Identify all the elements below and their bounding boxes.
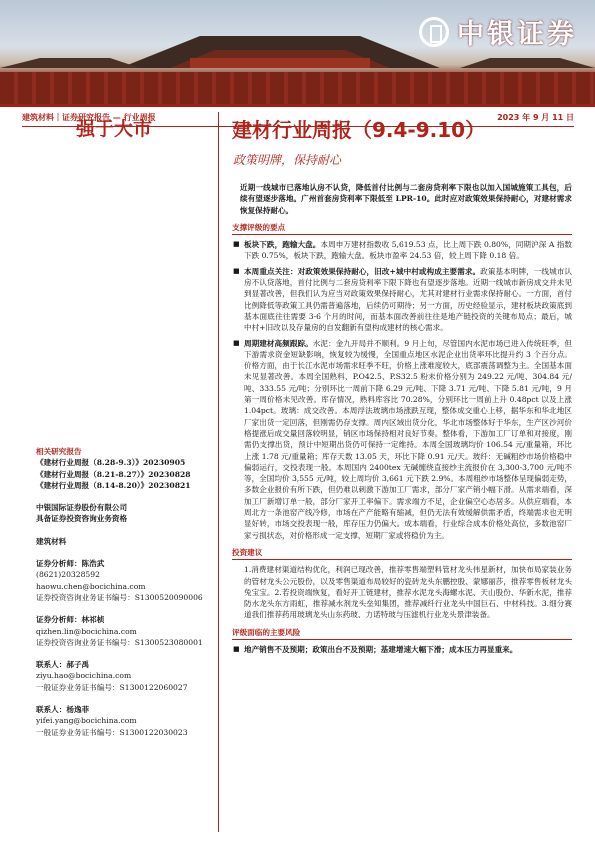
section-heading-risks: 评级面临的主要风险 bbox=[232, 627, 572, 640]
report-title: 建材行业周报（9.4-9.10） bbox=[232, 118, 486, 142]
risk-text: 地产销售不及预期；政策出台不及预期；基建增速大幅下滑；成本压力再显重来。 bbox=[244, 644, 518, 654]
analyst-cert: 证券投资咨询业务证书编号：S1300520090006 bbox=[36, 592, 203, 602]
bullet-high-frequency-tracking bbox=[232, 338, 572, 541]
analyst-email[interactable]: qizhen.lin@bocichina.com bbox=[36, 626, 137, 636]
org-name: 中银国际证券股份有限公司 bbox=[36, 503, 128, 513]
related-report[interactable]: 《建材行业周报（8.21-8.27）》20230828 bbox=[36, 469, 191, 479]
analyst-email[interactable]: yifei.yang@bocichina.com bbox=[36, 716, 137, 726]
intro-paragraph: 近期一线城市已落地认房不认贷，降低首付比例与二套房贷利率下限也以加入国城施策工具包，后续有望逐步落地。广州首套房贷利率下限低至 LPR-10。此时应对政策效果保持耐心，对建材需求恢复保持耐心。 bbox=[240, 183, 572, 215]
analyst-role: 联系人：杨逸菲 bbox=[36, 705, 90, 715]
header-divider bbox=[0, 104, 595, 107]
analyst-email[interactable]: haowu.chen@bocichina.com bbox=[36, 581, 146, 591]
bank-logo-icon bbox=[419, 17, 449, 47]
bullet-heading: 本周重点关注：对政策效果保持耐心，旧改+城中村或构成主要需求。 bbox=[244, 266, 481, 276]
related-report[interactable]: 《建材行业周报（8.28-9.3）》20230905 bbox=[36, 458, 186, 468]
report-subtitle: 政策明牌，保持耐心 bbox=[233, 153, 342, 167]
bullet-heading: 周期建材高频跟踪。 bbox=[244, 338, 313, 348]
analyst-block bbox=[36, 704, 216, 738]
analyst-block bbox=[36, 558, 216, 603]
brand-name: 中银证券 bbox=[457, 19, 577, 50]
bullet-sector-performance bbox=[232, 239, 572, 262]
main-content bbox=[232, 182, 572, 655]
bullet-weekly-focus bbox=[232, 266, 572, 334]
report-date: 2023 年 9 月 11 日 bbox=[497, 113, 574, 122]
analyst-role: 联系人：郝子禹 bbox=[36, 660, 90, 670]
analyst-block bbox=[36, 659, 216, 693]
analyst-cert: 证券投资咨询业务证书编号：S1300523080001 bbox=[36, 637, 203, 647]
analyst-role: 证券分析师：林祁桢 bbox=[36, 615, 105, 625]
bullet-text: 水泥：金九开局并不顺利。9 月上旬，尽管国内水泥市场已进入传统旺季，但下游需求资金短缺影响，恢复较为缓慢，全国重点地区水泥企业出货率环比提升约 3 个百分点。价格方面，由于长江水泥市场需求旺季不旺，价格上涨难度较大，底部震荡调整为主。全国基本面未见显著改善。本周全国熟料、P.O42.5、P.S32.5 粉末价格分别为 249.22 元/吨、304.84 元/吨、333.55 元/吨；分别环比一周前下降 6.29 元/吨、下降 3.71 元/吨、下降 5.81 元/吨，9 月第一周价格未见改善。库存情况，熟料库容比 70.28%，分别环比一周前上升 0.48pct 以及上涨 1.04pct。玻璃：成交改善。本周浮法玻璃市场涨跌互现，整体成交重心上移，据华东和华北地区厂家出货一定回落，但刚需仍存支撑。周内区域出货分化，华北市场整体好于华东，生产区沙河价格提涨后成交量回落较明显，销区市场保持相对良好节奏。整体看，下游加工厂订单和对接度，刚需仍支撑出货，预计中短期出货仍可保持一定维持。本周全国玻璃均价 106.54 元/重量箱，环比上涨 1.78 元/重量箱；库存天数 13.05 天，环比下降 0.91 元/天。玻纤：无碱粗纱市场价格稳中偏弱运行，交投表现一般。本周国内 2400tex 无碱缠绕直接纱主流报价在 3,300-3,700 元/吨不等，全国均价 3,555 元/吨，较上周均价 3,661 元下跌 2.9%。本周粗纱市场整体呈现偏弱走势，多数企业报价有所下跌，但仍难以刺激下游加工厂需求，部分厂家产销小幅下滑。从需求端看，深加工厂新增订单一般，部分厂家开工率偏下。需求端方不足，企业偏空心态居多。从供应端看，本周北方一条池窑产线冷修，市场在产产能略有缩减，但仍无法有效缓解供需矛盾，终端需求也无明显好转，市场交投表现一般，库存压力仍偏大。成本端看，行业综合成本价格处高位，多数池窑厂家亏损状态，对价格形成一定支撑，短期厂家或将稳价为主。 bbox=[244, 338, 572, 540]
section-heading-key-points: 支撑评级的要点 bbox=[232, 222, 572, 235]
report-category: 建筑材料｜证券研究报告 — 行业周报 bbox=[22, 113, 156, 122]
analyst-block bbox=[36, 614, 216, 648]
palace-wall bbox=[0, 72, 595, 104]
brand-logo bbox=[419, 12, 577, 51]
related-reports-title: 相关研究报告 bbox=[36, 447, 82, 456]
header-banner bbox=[0, 0, 595, 104]
analyst-email[interactable]: ziyu.hao@bocichina.com bbox=[36, 671, 132, 681]
related-report[interactable]: 《建材行业周报（8.14-8.20）》20230821 bbox=[36, 480, 191, 490]
sector-name: 建筑材料 bbox=[36, 536, 67, 546]
sidebar bbox=[36, 446, 216, 738]
column-divider bbox=[218, 112, 219, 832]
risk-item bbox=[232, 644, 572, 655]
analyst-phone: (8621)20328592 bbox=[36, 570, 100, 580]
bullet-heading: 板块下跌，跑输大盘。 bbox=[244, 240, 321, 250]
org-qualification: 具备证券投资咨询业务资格 bbox=[36, 514, 128, 524]
bullet-text: 本周申万建材指数收 5,619.53 点，比上周下跌 0.80%，同期沪深 A 指数下跌 0.75%，板块下跌，跑输大盘。板块市盈率 24.53 倍，较上周下降 0.18 倍。 bbox=[244, 240, 573, 261]
analyst-cert: 一般证券业务证书编号：S1300122060027 bbox=[36, 682, 188, 692]
analyst-role: 证券分析师：陈浩武 bbox=[36, 559, 105, 569]
bullet-text: 政策基本明牌，一线城市认房不认贷落地，首付比例与二套房贷利率下限下降也有望逐步落地。近期一线城市新房成交并未见到显著改善，但我们认为应当对政策效果保持耐心，尤其对建材行业需求保持耐心。一方面，首付比例降低等政策工具仍需普遍落地，后续仍可期待；另一方面，历史经验显示，建材板块政策底到基本面底往往需要 3-6 个月的时间，而基本面改善前往往是地产链投资的关键布局点；最后，城中村+旧改以及存量房的自发翻新有望构成建材的核心需求。 bbox=[244, 266, 573, 333]
analyst-cert: 一般证券业务证书编号：S1300122030023 bbox=[36, 727, 188, 737]
investment-advice: 1.消费建材渠道结构优化，利润已现改善，推荐零售端塑料管材龙头伟星新材，加快布局家装业务的管材龙头公元股份，以及零售渠道布局较好的瓷砖龙头东鹏控股、蒙娜丽莎，推荐零售板材龙头兔宝宝。2.若投资端恢复，看好开工链建材，推荐水泥龙头海螺水泥、天山股份、华新水泥，推荐防水龙头东方雨虹，推荐减水剂龙头垒知集团，推荐减纤行业龙头中国巨石、中材科技。3.细分赛道我们推荐药用玻璃龙头山东药玻、力诺特玻与压滤机行业龙头景津装备。 bbox=[244, 565, 572, 620]
section-heading-investment: 投资建议 bbox=[232, 547, 572, 560]
industry-rating: 强于大市 bbox=[76, 118, 153, 140]
